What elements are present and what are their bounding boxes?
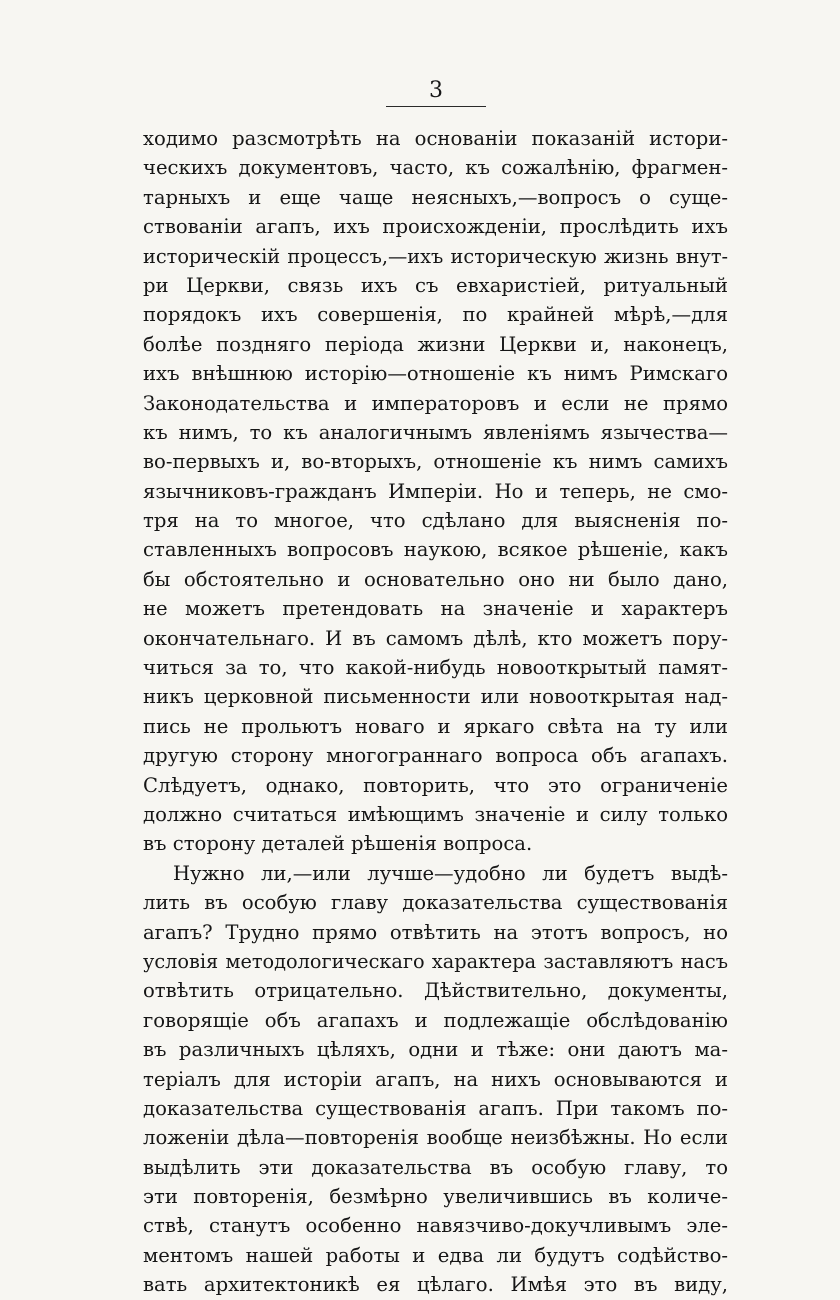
text-line: Законодательства и императоровъ и если не прямо <box>143 391 728 415</box>
text-line: агапъ? Трудно прямо отвѣтить на этотъ вопросъ, но <box>143 920 728 944</box>
text-line: другую сторону многограннаго вопроса объ агапахъ. <box>143 744 728 768</box>
page-number: 3 <box>429 78 443 103</box>
text-line: тря на то многое, что сдѣлано для выясненія по- <box>143 509 728 533</box>
text-line: ложеніи дѣла—повторенія вообще неизбѣжны. Но если <box>143 1126 728 1150</box>
text-line: не можетъ претендовать на значеніе и характеръ <box>143 597 728 621</box>
text-line: ствованіи агапъ, ихъ происхожденіи, прослѣдить ихъ <box>143 215 728 239</box>
text-line: ри Церкви, связь ихъ съ евхаристіей, ритуальный <box>143 273 728 297</box>
text-line: ходимо разсмотрѣть на основаніи показаній истори- <box>143 127 728 150</box>
text-line: въ сторону деталей рѣшенія вопроса. <box>143 832 533 856</box>
text-line: вать архитектоникѣ ея цѣлаго. Имѣя это въ виду, <box>143 1273 728 1297</box>
text-line: доказательства существованія агапъ. При такомъ по- <box>143 1096 728 1120</box>
page-number-rule <box>386 106 486 107</box>
text-line: ставленныхъ вопросовъ наукою, всякое рѣшеніе, какъ <box>143 538 728 562</box>
text-line: окончательнаго. И въ самомъ дѣлѣ, кто можетъ пору- <box>143 626 728 650</box>
body-text <box>143 124 728 1300</box>
text-line: пись не прольютъ новаго и яркаго свѣта на ту или <box>143 714 728 738</box>
text-line: должно считаться имѣющимъ значеніе и силу только <box>143 802 728 826</box>
text-line: тарныхъ и еще чаще неясныхъ,—вопросъ о суще- <box>143 185 728 209</box>
text-line: лить въ особую главу доказательства существованія <box>143 891 728 915</box>
text-line: никъ церковной письменности или новооткрытая над- <box>143 685 728 709</box>
text-line: ствѣ, станутъ особенно навязчиво-докучливымъ эле- <box>143 1214 728 1238</box>
text-line: выдѣлить эти доказательства въ особую главу, то <box>143 1155 728 1179</box>
text-line: Слѣдуетъ, однако, повторить, что это ограниченіе <box>143 773 728 797</box>
text-line: эти повторенія, безмѣрно увеличившись въ количе- <box>143 1185 728 1209</box>
text-line: во-первыхъ и, во-вторыхъ, отношеніе къ нимъ самихъ <box>143 450 728 474</box>
text-line: ихъ внѣшнюю исторію—отношеніе къ нимъ Римскаго <box>143 362 728 386</box>
text-line: условія методологическаго характера заставляютъ насъ <box>143 949 728 973</box>
text-line: теріалъ для исторіи агапъ, на нихъ основываются и <box>143 1067 728 1091</box>
text-line: болѣе поздняго періода жизни Церкви и, наконецъ, <box>143 332 728 356</box>
text-line: историческій процессъ,—ихъ историческую жизнь внут- <box>143 244 728 268</box>
text-line: говорящіе объ агапахъ и подлежащіе обслѣдованію <box>143 1008 728 1032</box>
text-line: ментомъ нашей работы и едва ли будутъ содѣйство- <box>143 1243 728 1267</box>
text-line: бы обстоятельно и основательно оно ни было дано, <box>143 567 728 591</box>
text-line: читься за то, что какой-нибудь новооткрытый памят- <box>143 656 728 680</box>
text-line: къ нимъ, то къ аналогичнымъ явленіямъ язычества— <box>143 420 728 444</box>
text-line: въ различныхъ цѣляхъ, одни и тѣже: они даютъ ма- <box>143 1038 728 1062</box>
text-line: отвѣтить отрицательно. Дѣйствительно, документы, <box>143 979 728 1003</box>
text-line: ческихъ документовъ, часто, къ сожалѣнію, фрагмен- <box>143 156 728 180</box>
text-line: Нужно ли,—или лучше—удобно ли будетъ выдѣ- <box>173 861 728 885</box>
text-line: порядокъ ихъ совершенія, по крайней мѣрѣ,—для <box>143 303 728 327</box>
text-line: язычниковъ-гражданъ Имперіи. Но и теперь, не смо- <box>143 479 728 503</box>
